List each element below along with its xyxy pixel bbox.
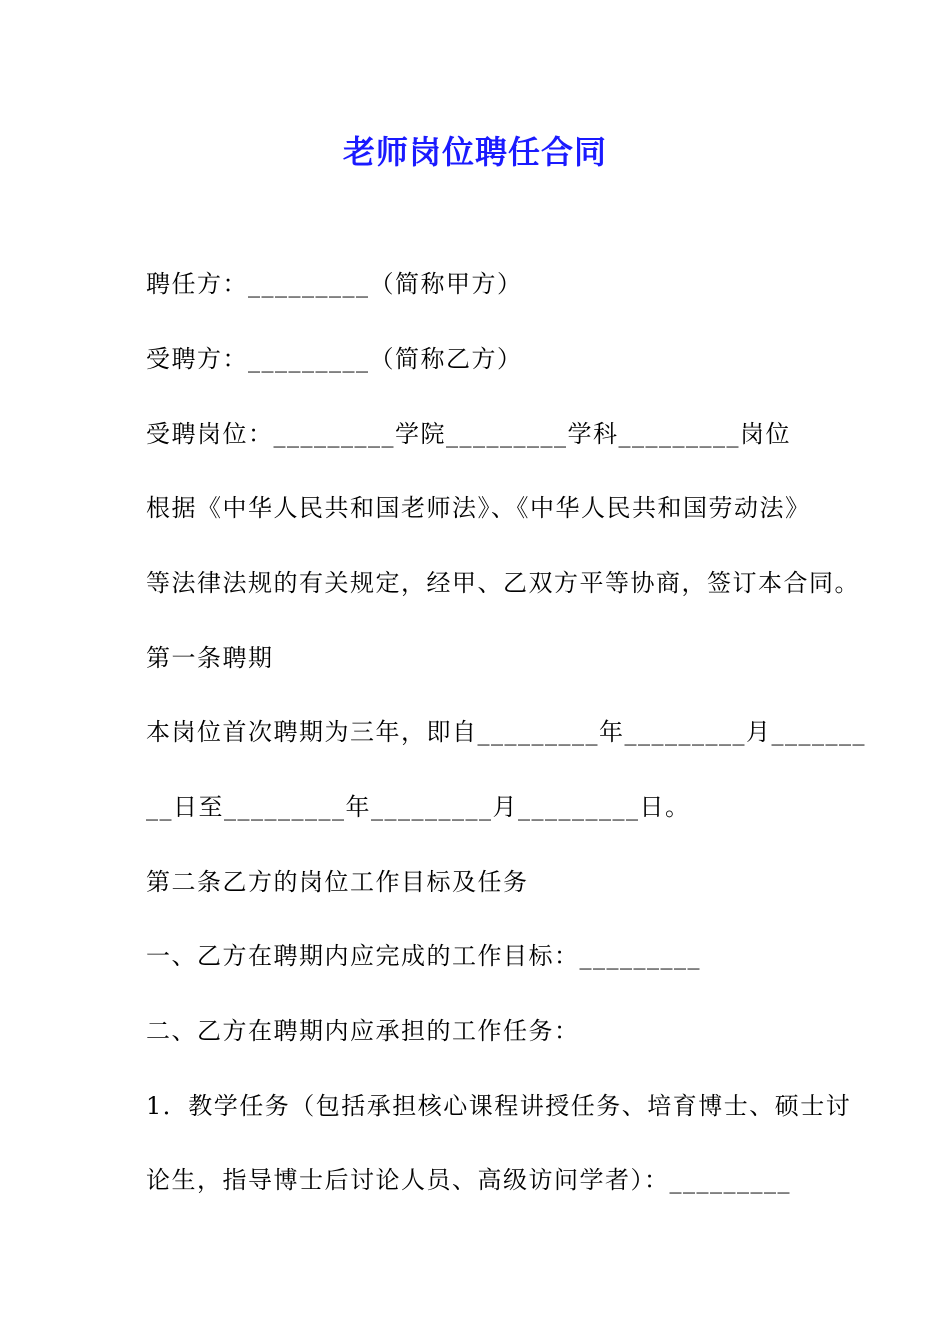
line-term-2: __日至_________年_________月_________日。 bbox=[146, 793, 691, 821]
line-goals: 一、乙方在聘期内应完成的工作目标：_________ bbox=[146, 942, 701, 970]
article-2-heading: 第二条乙方的岗位工作目标及任务 bbox=[146, 868, 529, 896]
line-position: 受聘岗位：_________学院_________学科_________岗位 bbox=[146, 420, 791, 448]
document-title: 老师岗位聘任合同 bbox=[342, 133, 607, 171]
line-term-1: 本岗位首次聘期为三年，即自_________年_________月_______ bbox=[146, 718, 866, 746]
article-1-heading: 第一条聘期 bbox=[146, 644, 274, 672]
line-tasks: 二、乙方在聘期内应承担的工作任务： bbox=[146, 1017, 580, 1045]
line-basis-2: 等法律法规的有关规定，经甲、乙双方平等协商，签订本合同。 bbox=[146, 569, 860, 597]
line-employee: 受聘方：_________（简称乙方） bbox=[146, 345, 523, 373]
line-teaching-1: 1．教学任务（包括承担核心课程讲授任务、培育博士、硕士讨 bbox=[146, 1092, 852, 1120]
line-teaching-2: 论生，指导博士后讨论人员、高级访问学者）：_________ bbox=[146, 1166, 791, 1194]
line-employer: 聘任方：_________（简称甲方） bbox=[146, 270, 523, 298]
line-basis-1: 根据《中华人民共和国老师法》、《中华人民共和国劳动法》 bbox=[146, 494, 811, 522]
